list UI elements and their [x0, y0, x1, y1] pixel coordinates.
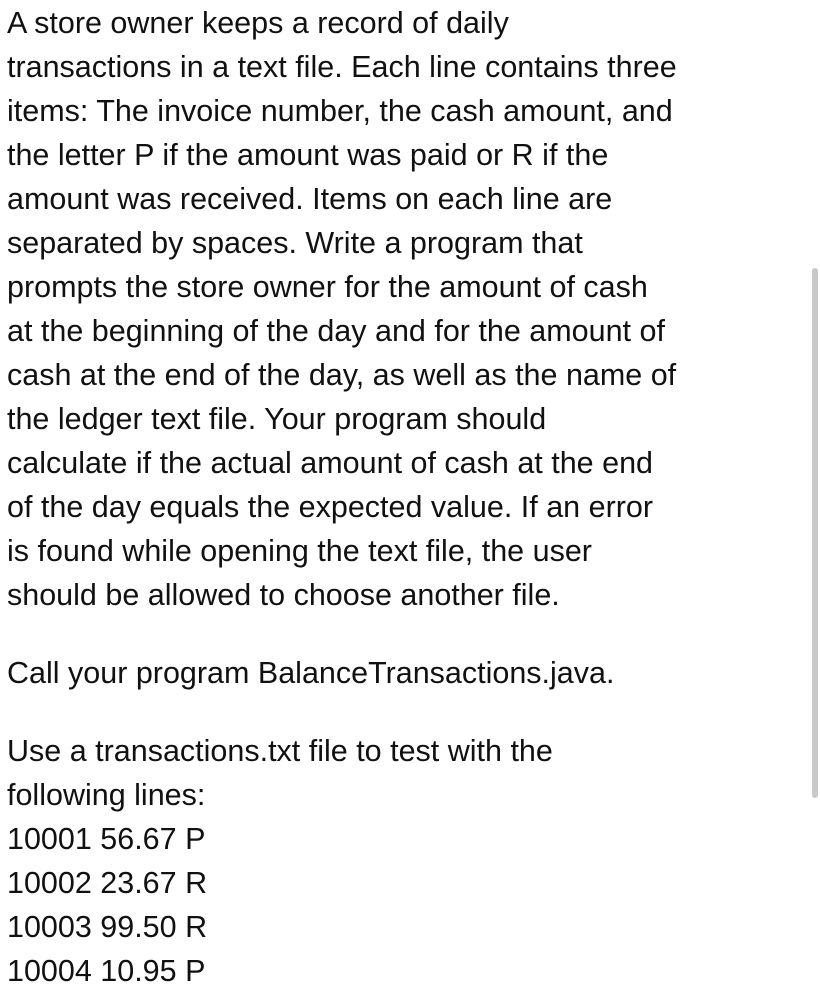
- text-line: Use a transactions.txt file to test with the: [7, 734, 553, 768]
- text-line: at the beginning of the day and for the amount of: [7, 314, 665, 348]
- paragraph-program-name: [7, 651, 802, 695]
- text-line: of the day equals the expected value. If an error: [7, 490, 653, 524]
- text-line: amount was received. Items on each line are: [7, 182, 613, 216]
- transaction-line: 10001 56.67 P: [7, 822, 206, 856]
- text-line: A store owner keeps a record of daily: [7, 6, 509, 40]
- text-line: Call your program BalanceTransactions.java.: [7, 656, 615, 690]
- text-line: calculate if the actual amount of cash at the end: [7, 446, 653, 480]
- transaction-line: 10003 99.50 R: [7, 910, 208, 944]
- transaction-list: [7, 817, 802, 993]
- paragraph-test-file: [7, 729, 802, 817]
- transaction-line: 10004 10.95 P: [7, 954, 206, 988]
- transaction-line: 10002 23.67 R: [7, 866, 208, 900]
- problem-statement: [7, 1, 802, 993]
- paragraph-spacer: [7, 617, 802, 651]
- text-line: the letter P if the amount was paid or R if the: [7, 138, 609, 172]
- text-line: following lines:: [7, 778, 206, 812]
- paragraph-spacer: [7, 695, 802, 729]
- text-line: is found while opening the text file, the user: [7, 534, 592, 568]
- text-line: should be allowed to choose another file.: [7, 578, 560, 612]
- text-line: items: The invoice number, the cash amount, and: [7, 94, 673, 128]
- text-line: separated by spaces. Write a program that: [7, 226, 583, 260]
- text-line: cash at the end of the day, as well as the name of: [7, 358, 677, 392]
- text-line: transactions in a text file. Each line contains three: [7, 50, 677, 84]
- text-line: prompts the store owner for the amount of cash: [7, 270, 648, 304]
- vertical-scrollbar[interactable]: [812, 268, 818, 798]
- paragraph-description: [7, 1, 802, 617]
- text-line: the ledger text file. Your program should: [7, 402, 547, 436]
